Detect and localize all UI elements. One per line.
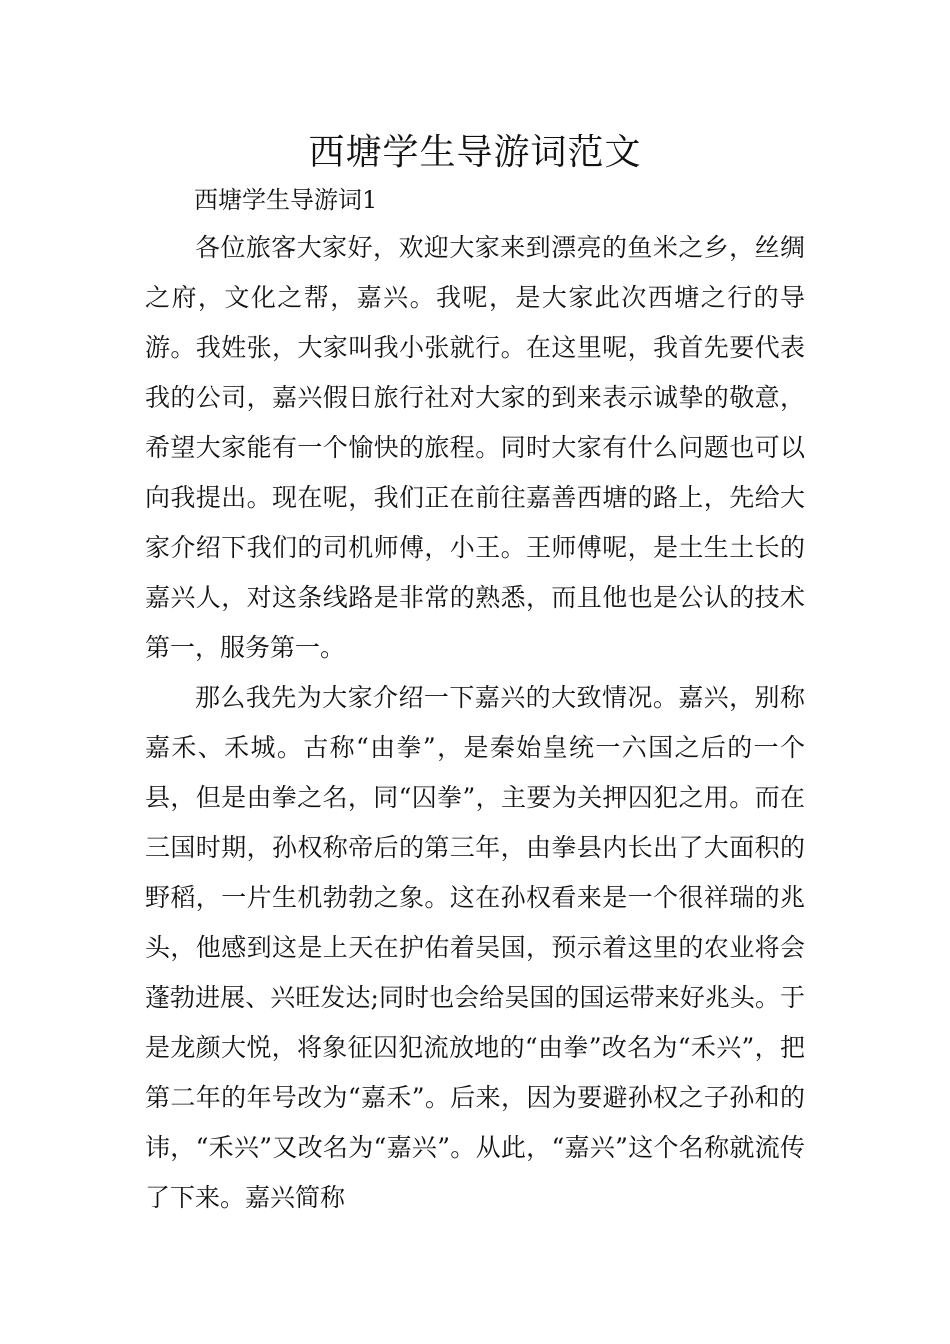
body-paragraph: 那么我先为大家介绍一下嘉兴的大致情况。嘉兴，别称嘉禾、禾城。古称“由拳”，是秦始皇统一六国之后的一个县，但是由拳之名，同“囚拳”，主要为关押囚犯之用。而在三国时期，孙权称帝后的第三年，由拳县内长出了大面积的野稻，一片生机勃勃之象。这在孙权看来是一个很祥瑞的兆头，他感到这是上天在护佑着吴国，预示着这里的农业将会蓬勃进展、兴旺发达;同时也会给吴国的国运带来好兆头。于是龙颜大悦，将象征囚犯流放地的“由拳”改名为“禾兴”，把第二年的年号改为“嘉禾”。后来，因为要避孙权之子孙和的讳，“禾兴”又改名为“嘉兴”。从此，“嘉兴”这个名称就流传了下来。嘉兴简称 — [145, 683, 805, 1212]
body-paragraph: 各位旅客大家好，欢迎大家来到漂亮的鱼米之乡，丝绸之府，文化之帮，嘉兴。我呢，是大家此次西塘之行的导游。我姓张，大家叫我小张就行。在这里呢，我首先要代表我的公司，嘉兴假日旅行社对大家的到来表示诚挚的敬意，希望大家能有一个愉快的旅程。同时大家有什么问题也可以向我提出。现在呢，我们正在前往嘉善西塘的路上，先给大家介绍下我们的司机师傅，小王。王师傅呢，是土生土长的嘉兴人，对这条线路是非常的熟悉，而且他也是公认的技术第一，服务第一。 — [145, 233, 805, 662]
section-heading: 西塘学生导游词1 — [194, 186, 378, 214]
document-title: 西塘学生导游词范文 — [308, 132, 642, 173]
